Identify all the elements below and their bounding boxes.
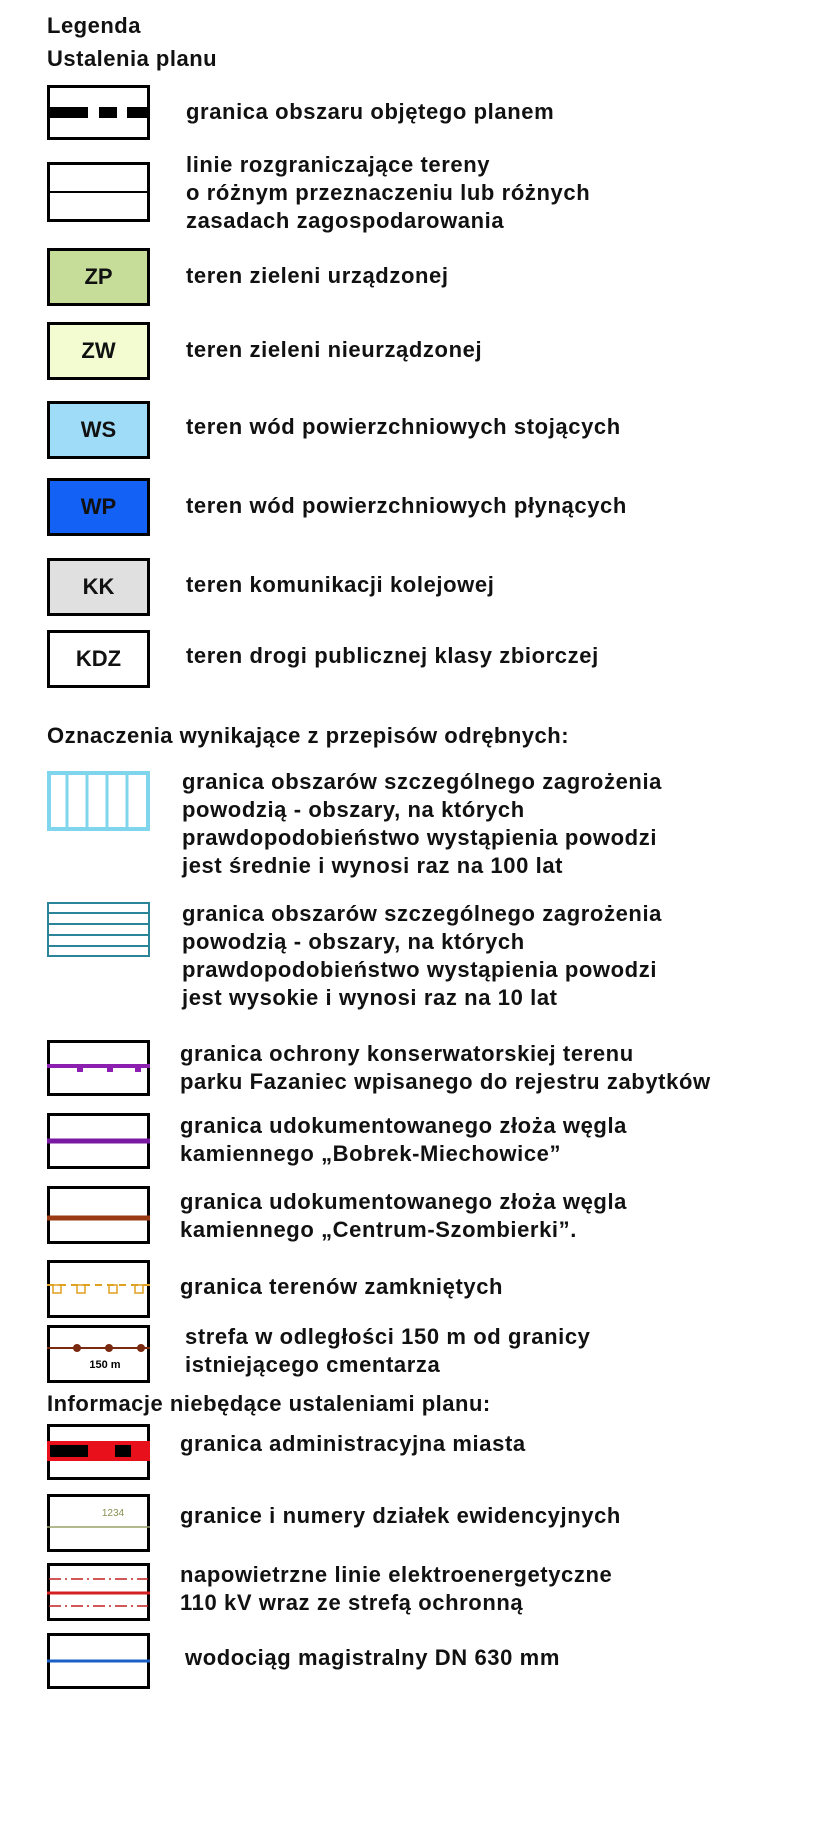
closed-areas-symbol [47,1260,150,1318]
plan-item-label: teren wód powierzchniowych stojących [186,414,621,439]
plan-item-label: teren zieleni nieurządzonej [186,337,483,362]
coal-deposit-centrum-symbol [47,1186,150,1244]
regulation-item-label: granica ochrony konserwatorskiej terenu parku Fazaniec wpisanego do rejestru zabytków [180,1041,711,1094]
power-lines-symbol [47,1563,150,1621]
legend-title: Legenda [47,13,141,38]
kk-zone-swatch: KK [47,558,150,616]
cemetery-zone-symbol [47,1325,150,1383]
water-main-symbol [47,1633,150,1689]
flood-zone-100-symbol [47,771,150,831]
dividing-line-symbol [47,162,150,222]
regulation-item-label: granica udokumentowanego złoża węgla kamiennego „Bobrek-Miechowice” [180,1113,628,1166]
regulation-item-label: granica terenów zamkniętych [180,1274,504,1299]
zp-zone-swatch: ZP [47,248,150,306]
regulation-item-label: strefa w odległości 150 m od granicy istniejącego cmentarza [185,1324,591,1377]
parcels-symbol [47,1494,150,1552]
plan-item-label: teren wód powierzchniowych płynących [186,493,627,518]
admin-boundary-symbol [47,1424,150,1480]
plan-item-label: teren komunikacji kolejowej [186,572,495,597]
coal-deposit-bobrek-symbol [47,1113,150,1169]
plan-section-heading: Ustalenia planu [47,46,218,71]
ws-zone-swatch: WS [47,401,150,459]
regulations-section-heading: Oznaczenia wynikające z przepisów odrębnych: [47,723,570,748]
zw-zone-swatch: ZW [47,322,150,380]
info-item-label: wodociąg magistralny DN 630 mm [185,1645,560,1670]
info-item-label: napowietrzne linie elektroenergetyczne 110 kV wraz ze strefą ochronną [180,1562,613,1615]
plan-item-label: teren zieleni urządzonej [186,263,449,288]
flood-zone-10-symbol [47,902,150,957]
plan-item-label: teren drogi publicznej klasy zbiorczej [186,643,599,668]
cemetery-distance-label: 150 m [89,1359,121,1371]
regulation-item-label: granica obszarów szczególnego zagrożenia powodzią - obszary, na których prawdopodobieństwo wystąpienia powodzi jest średnie i wynosi raz na 100 lat [182,769,662,878]
regulation-item-label: granica udokumentowanego złoża węgla kamiennego „Centrum-Szombierki”. [180,1189,628,1242]
plan-item-label: linie rozgraniczające tereny o różnym przeznaczeniu lub różnych zasadach zagospodarowania [186,152,591,233]
info-item-label: granica administracyjna miasta [180,1431,526,1456]
wp-zone-swatch: WP [47,478,150,536]
parcel-number-label: 1234 [101,1508,125,1519]
kdz-zone-swatch: KDZ [47,630,150,688]
plan-item-label: granica obszaru objętego planem [186,99,555,124]
conservation-boundary-symbol [47,1040,150,1096]
info-section-heading: Informacje niebędące ustaleniami planu: [47,1391,491,1416]
info-item-label: granice i numery działek ewidencyjnych [180,1503,621,1528]
plan-boundary-symbol [47,85,150,140]
regulation-item-label: granica obszarów szczególnego zagrożenia powodzią - obszary, na których prawdopodobieństwo wystąpienia powodzi jest wysokie i wynosi raz na 10 lat [182,901,662,1010]
